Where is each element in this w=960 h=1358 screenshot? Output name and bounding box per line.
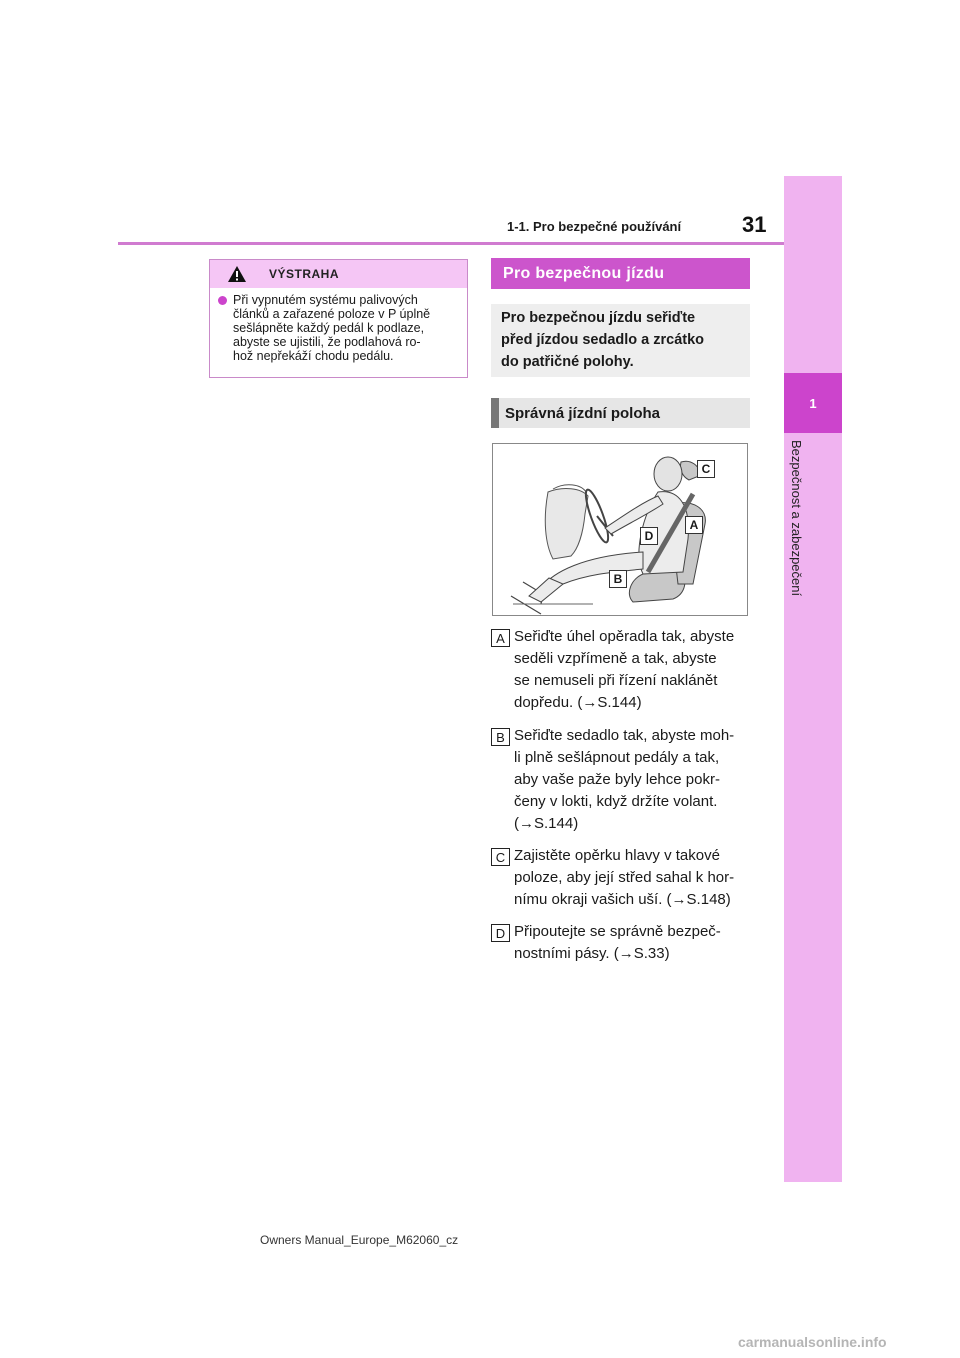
warning-line: sešlápněte každý pedál k podlaze, — [233, 321, 425, 335]
callout-c: C — [697, 460, 715, 478]
header-divider — [118, 242, 784, 245]
item-line: čeny v lokti, když držíte volant. — [514, 793, 718, 810]
item-text — [514, 725, 753, 835]
instruction-item-c — [491, 845, 753, 911]
item-text — [514, 845, 753, 911]
warning-text — [233, 293, 430, 363]
intro-line: Pro bezpečnou jízdu seřiďte — [501, 310, 696, 326]
instruction-item-d — [491, 921, 753, 965]
chapter-side-tab — [784, 176, 842, 1182]
sub-section-bar — [491, 398, 499, 428]
item-line: poloze, aby její střed sahal k hor- — [514, 869, 735, 886]
item-line: Seřiďte sedadlo tak, abyste moh- — [514, 727, 735, 744]
chapter-title: Bezpečnost a zabezpečení — [789, 440, 804, 597]
intro-line: před jízdou sedadlo a zrcátko — [501, 332, 705, 348]
item-link-line[interactable]: (→S.144) — [514, 815, 579, 832]
chapter-number-box[interactable] — [784, 373, 842, 433]
warning-line: abyste se ujistili, že podlahová ro- — [233, 335, 421, 349]
footer-text: Owners Manual_Europe_M62060_cz — [260, 1233, 459, 1247]
warning-line: hož nepřekáží chodu pedálu. — [233, 349, 394, 363]
warning-line: článků a zařazené poloze v P úplně — [233, 307, 431, 321]
watermark: carmanualsonline.info — [738, 1334, 887, 1350]
item-link-line[interactable]: dopředu. (→S.144) — [514, 694, 642, 711]
page-number: 31 — [742, 212, 767, 237]
item-line: Připoutejte se správně bezpeč- — [514, 923, 721, 940]
warning-header — [210, 260, 467, 288]
warning-triangle-icon — [227, 265, 247, 283]
item-line: Seřiďte úhel opěradla tak, abyste — [514, 628, 735, 645]
intro-box — [491, 304, 750, 377]
warning-line: Při vypnutém systému palivových — [233, 293, 418, 307]
callout-a: A — [685, 516, 703, 534]
banner-title: Pro bezpečnou jízdu — [503, 264, 665, 282]
item-text — [514, 921, 753, 965]
item-line: aby vaše paže byly lehce pokr- — [514, 771, 720, 788]
item-line: Zajistěte opěrku hlavy v takové — [514, 847, 720, 864]
warning-label: VÝSTRAHA — [269, 267, 340, 281]
item-link-line[interactable]: nostními pásy. (→S.33) — [514, 945, 670, 962]
instruction-item-b — [491, 725, 753, 835]
intro-line: do patřičné polohy. — [501, 354, 634, 370]
warning-box — [209, 259, 468, 378]
callout-d: D — [640, 527, 658, 545]
warning-body — [210, 288, 467, 363]
driving-position-figure — [492, 443, 748, 616]
item-letter: B — [491, 728, 510, 746]
sub-section-header — [491, 398, 750, 428]
chapter-number: 1 — [809, 395, 817, 411]
item-letter: D — [491, 924, 510, 942]
item-letter: C — [491, 848, 510, 866]
section-banner — [491, 258, 750, 289]
instruction-item-a — [491, 626, 753, 714]
section-title: 1-1. Pro bezpečné používání — [507, 219, 682, 234]
item-letter: A — [491, 629, 510, 647]
bullet-icon — [218, 296, 227, 305]
item-text — [514, 626, 753, 714]
sub-section-title: Správná jízdní poloha — [505, 404, 661, 422]
callout-b: B — [609, 570, 627, 588]
item-line: seděli vzpřímeně a tak, abyste — [514, 650, 717, 667]
item-line: se nemuseli při řízení naklánět — [514, 672, 718, 689]
item-line: li plně sešlápnout pedály a tak, — [514, 749, 720, 766]
item-link-line[interactable]: nímu okraji vašich uší. (→S.148) — [514, 891, 731, 908]
